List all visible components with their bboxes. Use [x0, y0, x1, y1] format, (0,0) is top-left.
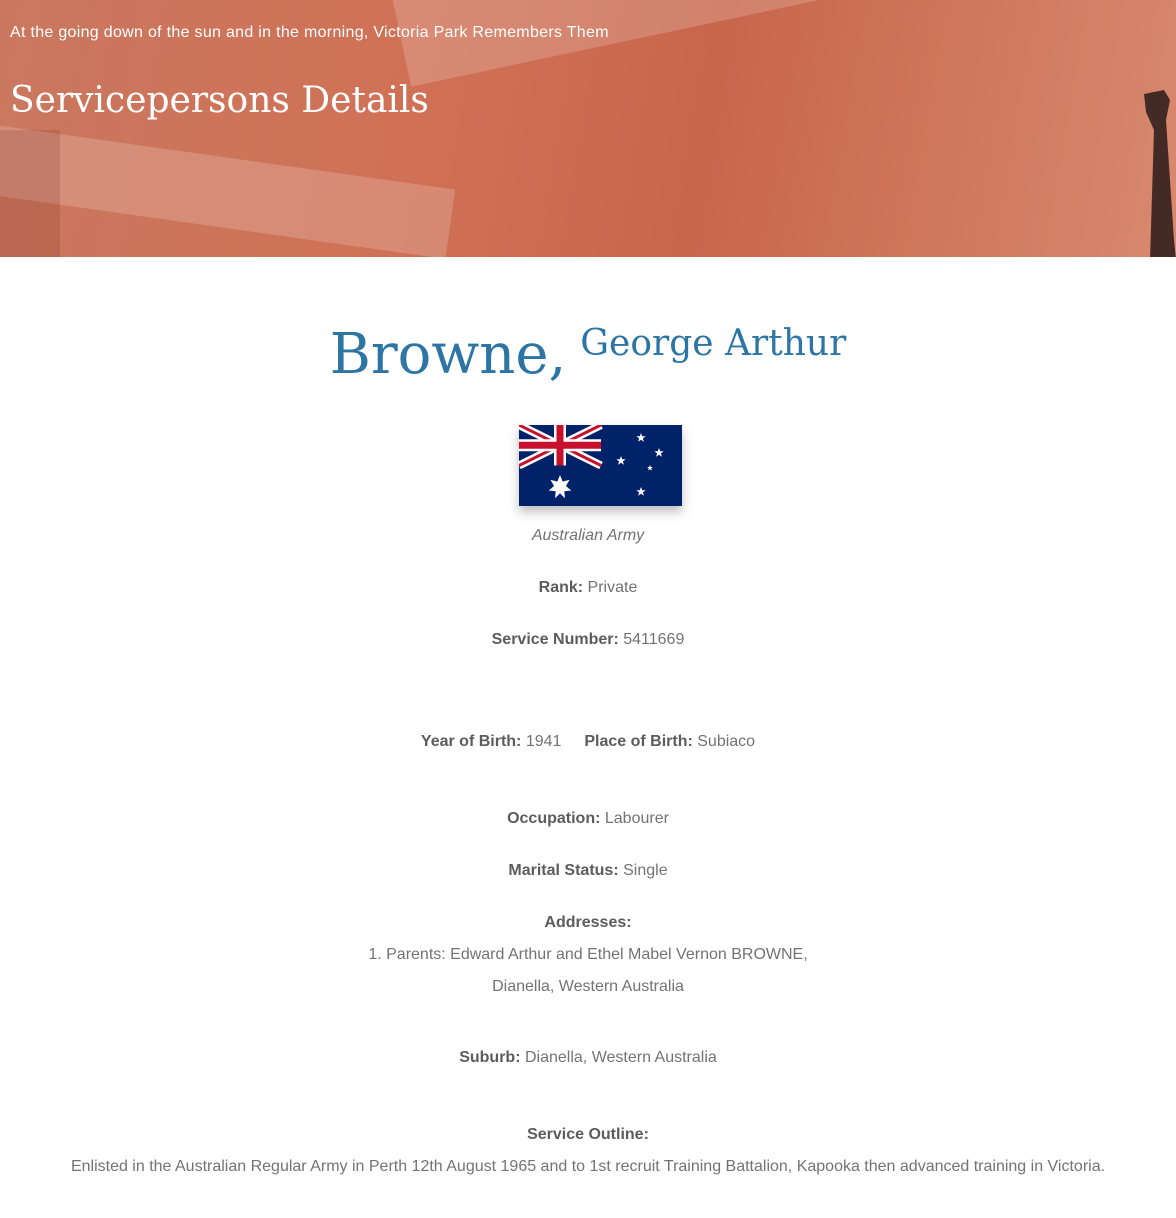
serviceperson-name — [0, 322, 1176, 387]
occupation-value: Labourer — [604, 810, 669, 827]
service-outline-text: Enlisted in the Australian Regular Army in Perth 12th August 1965 and to 1st recruit Training Battalion, Kapooka then advanced training in Victoria. — [70, 1158, 1106, 1175]
marital-status-row — [0, 861, 1176, 881]
hero-banner — [0, 0, 1176, 257]
australian-flag-icon — [519, 425, 682, 506]
service-branch-text: Australian Army — [531, 527, 645, 544]
address-line-2-text: Dianella, Western Australia — [492, 978, 684, 995]
occupation-row — [0, 809, 1176, 829]
given-names: George Arthur — [580, 323, 847, 364]
surname: Browne, — [329, 322, 567, 387]
site-tagline: At the going down of the sun and in the morning, Victoria Park Remembers Them — [10, 24, 609, 41]
silhouette-decoration — [1130, 90, 1176, 257]
service-number-value: 5411669 — [623, 631, 685, 648]
rank-row — [0, 578, 1176, 598]
addresses-heading — [0, 913, 1176, 933]
page-title: Servicepersons Details — [10, 80, 429, 121]
occupation-label: Occupation: — [507, 810, 601, 827]
addresses-label: Addresses: — [544, 914, 632, 931]
suburb-value: Dianella, Western Australia — [524, 1049, 717, 1066]
birth-row — [0, 732, 1176, 752]
place-of-birth-label: Place of Birth: — [584, 733, 693, 750]
service-outline-row — [0, 1157, 1176, 1177]
shadow-decoration — [0, 130, 60, 257]
suburb-label: Suburb: — [459, 1049, 521, 1066]
rank-label: Rank: — [538, 579, 584, 596]
rank-value: Private — [587, 579, 638, 596]
service-outline-label: Service Outline: — [527, 1126, 649, 1143]
flag-band-decoration — [0, 120, 455, 257]
service-number-label: Service Number: — [491, 631, 619, 648]
service-number-row — [0, 630, 1176, 650]
flag-band-decoration — [380, 0, 1176, 87]
address-line-2 — [0, 977, 1176, 997]
year-of-birth-label: Year of Birth: — [420, 733, 522, 750]
year-of-birth-value: 1941 — [525, 733, 562, 750]
marital-status-value: Single — [623, 862, 668, 879]
service-branch — [0, 526, 1176, 546]
place-of-birth-value: Subiaco — [697, 733, 756, 750]
service-outline-heading — [0, 1125, 1176, 1145]
suburb-row — [0, 1048, 1176, 1068]
marital-status-label: Marital Status: — [508, 862, 619, 879]
address-line-1-text: 1. Parents: Edward Arthur and Ethel Mabel Vernon BROWNE, — [368, 946, 808, 963]
address-line-1 — [0, 945, 1176, 965]
